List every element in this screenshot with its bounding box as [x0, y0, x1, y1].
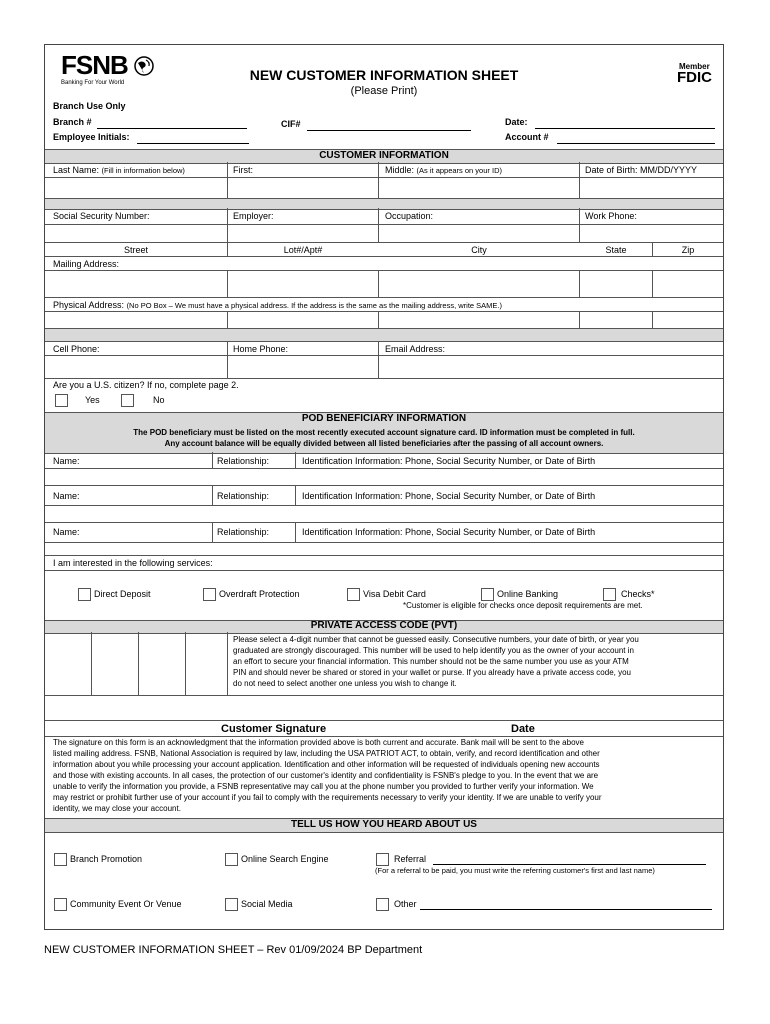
physical-address-text: Physical Address: — [53, 300, 125, 310]
citizen-question: Are you a U.S. citizen? If no, complete page 2. — [53, 380, 239, 390]
direct-deposit-checkbox[interactable] — [78, 588, 91, 601]
pac-title: PRIVATE ACCESS CODE (PVT) — [310, 620, 458, 631]
work-phone-input[interactable] — [580, 225, 723, 243]
middle-name-label — [385, 165, 502, 176]
citizen-yes-label: Yes — [85, 395, 100, 405]
overdraft-protection-label: Overdraft Protection — [219, 589, 300, 599]
physical-address-label — [53, 300, 502, 311]
signature-input[interactable] — [45, 696, 723, 720]
other-field[interactable] — [420, 909, 712, 910]
referral-checkbox[interactable] — [376, 853, 389, 866]
online-banking-label: Online Banking — [497, 589, 559, 599]
other-checkbox[interactable] — [376, 898, 389, 911]
account-number-field[interactable] — [557, 143, 715, 144]
online-banking-checkbox[interactable] — [481, 588, 494, 601]
employee-initials-label: Employee Initials: — [53, 132, 130, 142]
branch-number-field[interactable] — [97, 128, 247, 129]
branch-number-label: Branch # — [53, 117, 92, 127]
cif-field[interactable] — [307, 130, 471, 131]
employer-input[interactable] — [228, 225, 378, 243]
member-label: Member — [679, 62, 710, 71]
cell-phone-label: Cell Phone: — [53, 344, 100, 354]
other-label: Other — [394, 899, 417, 909]
work-phone-label: Work Phone: — [585, 211, 637, 221]
signature-line-6: may restrict or prohibit further use of your account if you fail to comply with the requirements necessary to verify your identity. If we are unable to verify your — [53, 793, 602, 802]
account-number-label: Account # — [505, 132, 549, 142]
first-name-input[interactable] — [228, 178, 378, 198]
physical-address-hint: (No PO Box – We must have a physical address. If the address is the same as the mailing address, write SAME.) — [126, 301, 503, 310]
middle-name-hint: (As it appears on your ID) — [416, 166, 502, 175]
state-header: State — [605, 245, 627, 255]
direct-deposit-label: Direct Deposit — [94, 589, 151, 599]
pac-line-2: graduated are strongly discouraged. This number will be used to help identify you as the owner of your account in — [233, 646, 634, 655]
pod-id-label-3: Identification Information: Phone, Social Security Number, or Date of Birth — [302, 527, 596, 537]
form-subtitle: (Please Print) — [350, 85, 418, 97]
pod-name-label-1: Name: — [53, 456, 80, 466]
branch-use-only-label: Branch Use Only — [53, 101, 126, 111]
visa-debit-card-label: Visa Debit Card — [363, 589, 426, 599]
occupation-input[interactable] — [379, 225, 579, 243]
pac-digit-2[interactable] — [92, 633, 138, 695]
first-name-label: First: — [233, 165, 253, 175]
mailing-address-label: Mailing Address: — [53, 259, 120, 269]
last-name-hint: (Fill in information below) — [101, 166, 185, 175]
visa-debit-card-checkbox[interactable] — [347, 588, 360, 601]
mailing-city-input[interactable] — [379, 271, 579, 297]
pod-name-label-3: Name: — [53, 527, 80, 537]
social-media-checkbox[interactable] — [225, 898, 238, 911]
pod-relationship-label-3: Relationship: — [217, 527, 270, 537]
pac-digit-4[interactable] — [186, 633, 227, 695]
branch-promotion-checkbox[interactable] — [54, 853, 67, 866]
pac-line-3: an effort to secure your financial information. This number should not be the same number you use as your ATM — [233, 657, 629, 666]
social-media-label: Social Media — [241, 899, 293, 909]
signature-line-5: unable to verify the information you provide, a FSNB representative may call you at the phone number you provided to further verify your information. We — [53, 782, 594, 791]
pod-note-1: The POD beneficiary must be listed on the most recently executed account signature card. ID information must be completed in full. — [133, 428, 635, 437]
signature-line-1: The signature on this form is an acknowledgment that the information provided above is both current and accurate. Bank mail will be sent to the above — [53, 738, 584, 747]
signature-line-7: identity, we may close your account. — [53, 804, 181, 813]
home-phone-input[interactable] — [228, 356, 378, 378]
referral-name-field[interactable] — [433, 864, 706, 865]
online-search-checkbox[interactable] — [225, 853, 238, 866]
street-header: Street — [123, 245, 148, 255]
heard-title: TELL US HOW YOU HEARD ABOUT US — [291, 819, 477, 830]
signature-line-3: information about you while processing your account application. Identification and other information will be requested of individuals opening new accounts — [53, 760, 600, 769]
pod-id-label-1: Identification Information: Phone, Social Security Number, or Date of Birth — [302, 456, 596, 466]
pac-line-1: Please select a 4-digit number that cannot be guessed easily. Consecutive numbers, your date of birth, or year you — [233, 635, 639, 644]
signature-line-4: and those with existing accounts. In all cases, the protection of our customer's identity and confidentiality is FSNB's pledge to you. In the event that we are — [53, 771, 599, 780]
community-event-checkbox[interactable] — [54, 898, 67, 911]
home-phone-label: Home Phone: — [233, 344, 289, 354]
referral-label: Referral — [394, 854, 427, 864]
ssn-input[interactable] — [45, 225, 227, 243]
fdic-logo: FDIC — [677, 69, 712, 86]
overdraft-protection-checkbox[interactable] — [203, 588, 216, 601]
pac-line-5: do not need to select another one unless you wish to change it. — [233, 679, 457, 688]
employee-initials-field[interactable] — [137, 143, 249, 144]
cell-phone-input[interactable] — [45, 356, 227, 378]
services-intro: I am interested in the following services: — [53, 558, 213, 568]
checks-footnote: *Customer is eligible for checks once deposit requirements are met. — [403, 601, 643, 610]
online-search-label: Online Search Engine — [241, 854, 329, 864]
ssn-label: Social Security Number: — [53, 211, 150, 221]
branch-promotion-label: Branch Promotion — [70, 854, 143, 864]
form-title: NEW CUSTOMER INFORMATION SHEET — [249, 67, 519, 83]
checks-label: Checks* — [621, 589, 655, 599]
citizen-no-checkbox[interactable] — [121, 394, 134, 407]
middle-name-text: Middle: — [385, 165, 415, 175]
referral-hint: (For a referral to be paid, you must write the referring customer's first and last name) — [375, 866, 655, 875]
middle-name-input[interactable] — [379, 178, 579, 198]
pod-relationship-label-2: Relationship: — [217, 491, 270, 501]
customer-signature-label: Customer Signature — [221, 723, 327, 735]
pod-input-row-3[interactable] — [45, 543, 723, 555]
mailing-street-input[interactable] — [45, 271, 227, 297]
logo-text: FSNB — [61, 50, 128, 80]
email-label: Email Address: — [385, 344, 446, 354]
pod-note-2: Any account balance will be equally divided between all listed beneficiaries after the passing of all account owners. — [164, 439, 604, 448]
last-name-text: Last Name: — [53, 165, 100, 175]
city-header: City — [471, 245, 487, 255]
occupation-label: Occupation: — [385, 211, 434, 221]
footer-revision: NEW CUSTOMER INFORMATION SHEET – Rev 01/09/2024 BP Department — [44, 944, 423, 956]
mailing-lot-input[interactable] — [228, 271, 378, 297]
signature-date-label: Date — [511, 723, 535, 735]
pod-title: POD BENEFICIARY INFORMATION — [301, 413, 467, 424]
branch-date-label: Date: — [505, 117, 528, 127]
pod-id-label-2: Identification Information: Phone, Social Security Number, or Date of Birth — [302, 491, 596, 501]
branch-date-field[interactable] — [535, 128, 715, 129]
cif-label: CIF# — [281, 119, 301, 129]
dob-label: Date of Birth: MM/DD/YYYY — [585, 165, 698, 175]
email-input[interactable] — [379, 356, 723, 378]
pod-name-label-2: Name: — [53, 491, 80, 501]
community-event-label: Community Event Or Venue — [70, 899, 182, 909]
pod-input-row-2[interactable] — [45, 506, 723, 522]
customer-form — [44, 44, 724, 930]
zip-header: Zip — [681, 245, 695, 255]
last-name-input[interactable] — [45, 178, 227, 198]
dob-input[interactable] — [580, 178, 723, 198]
checks-checkbox[interactable] — [603, 588, 616, 601]
pac-line-4: PIN and should never be shared or stored in your wallet or purse. If you already have a private access code, you — [233, 668, 631, 677]
pod-input-row-1[interactable] — [45, 469, 723, 485]
pod-relationship-label-1: Relationship: — [217, 456, 270, 466]
citizen-no-label: No — [153, 395, 165, 405]
mailing-zip-input[interactable] — [653, 271, 723, 297]
lot-header: Lot#/Apt# — [283, 245, 323, 255]
pac-digit-3[interactable] — [139, 633, 185, 695]
mailing-state-input[interactable] — [580, 271, 652, 297]
last-name-label — [53, 165, 185, 176]
employer-label: Employer: — [233, 211, 274, 221]
logo-tagline: Banking For Your World — [61, 80, 125, 86]
citizen-yes-checkbox[interactable] — [55, 394, 68, 407]
customer-info-title: CUSTOMER INFORMATION — [319, 150, 449, 161]
signature-line-2: listed mailing address. FSNB, National Association is required by law, including the USA PATRIOT ACT, to obtain, verify, and record identification and other — [53, 749, 600, 758]
pac-digit-1[interactable] — [45, 633, 91, 695]
